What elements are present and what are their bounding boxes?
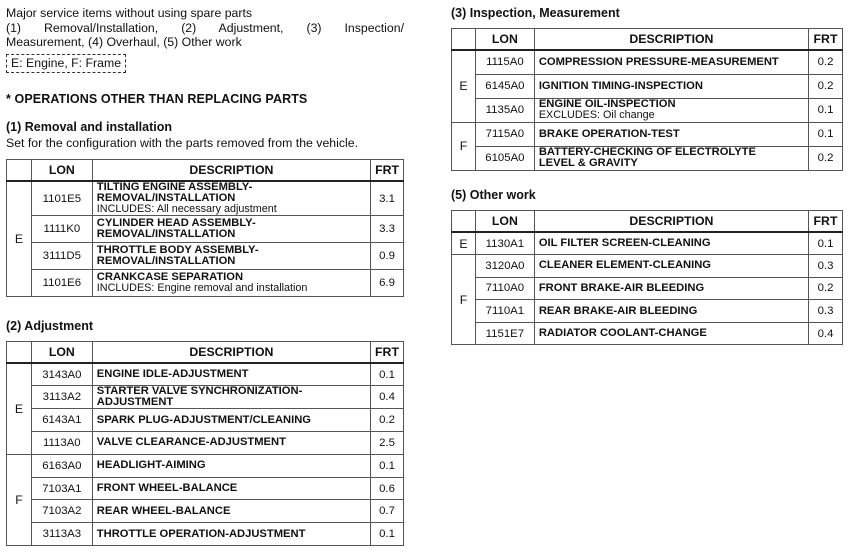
table-row bbox=[7, 363, 404, 386]
description-text: REMOVAL/INSTALLATION bbox=[96, 192, 236, 204]
description-header: DESCRIPTION bbox=[92, 160, 370, 182]
table-row bbox=[7, 523, 404, 546]
frt-cell: 0.9 bbox=[371, 243, 404, 270]
table-row bbox=[452, 300, 843, 323]
description-note: INCLUDES: All necessary adjustment bbox=[96, 203, 277, 215]
table-row bbox=[452, 277, 843, 300]
lon-header: LON bbox=[475, 29, 534, 51]
frt-cell: 6.9 bbox=[371, 270, 404, 297]
table-row bbox=[452, 98, 843, 122]
frt-header: FRT bbox=[371, 342, 404, 364]
frt-cell: 3.1 bbox=[371, 181, 404, 216]
lon-cell: 1113A0 bbox=[31, 432, 92, 455]
frt-cell: 0.1 bbox=[809, 98, 843, 122]
removal-section-subtitle: Set for the configuration with the parts removed from the vehicle. bbox=[6, 136, 359, 150]
description-cell bbox=[92, 523, 370, 546]
table-header-row bbox=[7, 160, 404, 182]
lon-cell: 1101E6 bbox=[31, 270, 92, 297]
description-cell bbox=[92, 454, 370, 477]
description-text: BRAKE OPERATION-TEST bbox=[538, 127, 680, 140]
lon-cell: 3143A0 bbox=[31, 363, 92, 386]
operations-title: * OPERATIONS OTHER THAN REPLACING PARTS bbox=[6, 92, 308, 106]
description-cell bbox=[92, 409, 370, 432]
frt-cell: 0.2 bbox=[809, 146, 843, 170]
description-text: BATTERY-CHECKING OF ELECTROLYTE bbox=[538, 146, 756, 158]
frt-header: FRT bbox=[809, 211, 843, 233]
frt-header: FRT bbox=[371, 160, 404, 182]
table-row bbox=[452, 255, 843, 278]
description-text: SPARK PLUG-ADJUSTMENT/CLEANING bbox=[96, 413, 312, 426]
frt-cell: 0.6 bbox=[371, 477, 404, 500]
table-row bbox=[452, 146, 843, 170]
description-note: INCLUDES: Engine removal and installation bbox=[96, 282, 308, 294]
description-cell bbox=[92, 432, 370, 455]
description-text: FRONT BRAKE-AIR BLEEDING bbox=[538, 281, 705, 294]
description-cell bbox=[534, 300, 808, 323]
group-code-cell: F bbox=[452, 122, 476, 170]
group-code-cell: E bbox=[452, 50, 476, 122]
frt-cell: 0.7 bbox=[371, 500, 404, 523]
table-row bbox=[452, 322, 843, 345]
adjustment-section-title: (2) Adjustment bbox=[6, 319, 94, 333]
table-header-row bbox=[452, 211, 843, 233]
table-header-row bbox=[452, 29, 843, 51]
lon-cell: 1135A0 bbox=[475, 98, 534, 122]
lon-cell: 3113A3 bbox=[31, 523, 92, 546]
description-text: ADJUSTMENT bbox=[96, 396, 174, 409]
lon-cell: 7110A1 bbox=[475, 300, 534, 323]
frt-cell: 0.1 bbox=[371, 363, 404, 386]
table-row bbox=[7, 243, 404, 270]
inspection-section-title: (3) Inspection, Measurement bbox=[451, 6, 620, 20]
lon-cell: 7115A0 bbox=[475, 122, 534, 146]
description-text: ENGINE OIL-INSPECTION bbox=[538, 98, 676, 110]
intro-text bbox=[6, 6, 404, 50]
lon-cell: 1101E5 bbox=[31, 181, 92, 216]
table-row bbox=[452, 74, 843, 98]
description-cell bbox=[534, 74, 808, 98]
legend-box: E: Engine, F: Frame bbox=[6, 54, 126, 73]
frt-cell: 2.5 bbox=[371, 432, 404, 455]
description-text: ENGINE IDLE-ADJUSTMENT bbox=[96, 368, 249, 381]
lon-cell: 3113A2 bbox=[31, 386, 92, 409]
description-header: DESCRIPTION bbox=[534, 29, 808, 51]
description-text: COMPRESSION PRESSURE-MEASUREMENT bbox=[538, 55, 779, 68]
table-row bbox=[7, 454, 404, 477]
intro-line-1: Major service items without using spare parts bbox=[6, 6, 253, 20]
table-row bbox=[7, 270, 404, 297]
description-cell bbox=[92, 216, 370, 243]
frt-cell: 0.1 bbox=[809, 232, 843, 255]
description-text: FRONT WHEEL-BALANCE bbox=[96, 482, 238, 495]
intro-line-2: (1) Removal/Installation, (2) Adjustment, (3) Inspection/ bbox=[6, 20, 404, 35]
frt-cell: 0.1 bbox=[371, 523, 404, 546]
description-text: REAR BRAKE-AIR BLEEDING bbox=[538, 304, 698, 317]
corner-header-cell bbox=[7, 342, 32, 364]
lon-cell: 1115A0 bbox=[475, 50, 534, 74]
lon-header: LON bbox=[31, 342, 92, 364]
description-text: VALVE CLEARANCE-ADJUSTMENT bbox=[96, 436, 286, 449]
lon-cell: 6143A1 bbox=[31, 409, 92, 432]
frt-cell: 0.4 bbox=[809, 322, 843, 345]
lon-cell: 3111D5 bbox=[31, 243, 92, 270]
group-code-cell: F bbox=[7, 454, 32, 545]
frt-cell: 0.3 bbox=[809, 300, 843, 323]
table-row bbox=[452, 122, 843, 146]
description-text: HEADLIGHT-AIMING bbox=[96, 459, 206, 472]
frt-cell: 0.2 bbox=[809, 50, 843, 74]
description-text: REAR WHEEL-BALANCE bbox=[96, 504, 231, 517]
description-text: RADIATOR COOLANT-CHANGE bbox=[538, 327, 707, 340]
table-row bbox=[7, 386, 404, 409]
frt-cell: 0.2 bbox=[809, 74, 843, 98]
frt-cell: 0.4 bbox=[371, 386, 404, 409]
description-cell bbox=[92, 243, 370, 270]
table-row bbox=[7, 216, 404, 243]
frt-cell: 0.1 bbox=[371, 454, 404, 477]
table-row bbox=[452, 50, 843, 74]
description-cell bbox=[534, 322, 808, 345]
table-header-row bbox=[7, 342, 404, 364]
other-work-section-title: (5) Other work bbox=[451, 188, 536, 202]
corner-header-cell bbox=[7, 160, 32, 182]
inspection-table bbox=[451, 28, 843, 171]
description-cell bbox=[92, 270, 370, 297]
lon-cell: 6163A0 bbox=[31, 454, 92, 477]
description-text: THROTTLE OPERATION-ADJUSTMENT bbox=[96, 527, 306, 540]
description-cell bbox=[534, 232, 808, 255]
lon-header: LON bbox=[31, 160, 92, 182]
table-row bbox=[7, 181, 404, 216]
description-text: LEVEL & GRAVITY bbox=[538, 157, 638, 169]
group-code-cell: F bbox=[452, 255, 476, 345]
description-cell bbox=[534, 255, 808, 278]
description-text: THROTTLE BODY ASSEMBLY- bbox=[96, 244, 259, 256]
lon-cell: 7103A2 bbox=[31, 500, 92, 523]
table-row bbox=[452, 232, 843, 255]
description-cell bbox=[534, 98, 808, 122]
description-cell bbox=[92, 500, 370, 523]
lon-header: LON bbox=[475, 211, 534, 233]
lon-cell: 3120A0 bbox=[475, 255, 534, 278]
description-text: OIL FILTER SCREEN-CLEANING bbox=[538, 237, 711, 250]
description-cell bbox=[534, 50, 808, 74]
description-cell bbox=[534, 122, 808, 146]
group-code-cell: E bbox=[7, 181, 32, 297]
frt-cell: 0.2 bbox=[809, 277, 843, 300]
description-text: REMOVAL/INSTALLATION bbox=[96, 255, 236, 267]
lon-cell: 7103A1 bbox=[31, 477, 92, 500]
lon-cell: 7110A0 bbox=[475, 277, 534, 300]
corner-header-cell bbox=[452, 211, 476, 233]
description-cell bbox=[534, 277, 808, 300]
removal-section-title: (1) Removal and installation bbox=[6, 120, 173, 134]
group-code-cell: E bbox=[7, 363, 32, 454]
description-text: CRANKCASE SEPARATION bbox=[96, 271, 244, 283]
table-row bbox=[7, 500, 404, 523]
intro-line-3: Measurement, (4) Overhaul, (5) Other work bbox=[6, 35, 242, 49]
corner-header-cell bbox=[452, 29, 476, 51]
description-header: DESCRIPTION bbox=[534, 211, 808, 233]
frt-cell: 0.2 bbox=[371, 409, 404, 432]
description-text: CLEANER ELEMENT-CLEANING bbox=[538, 259, 711, 272]
description-cell bbox=[534, 146, 808, 170]
description-cell bbox=[92, 386, 370, 409]
lon-cell: 1130A1 bbox=[475, 232, 534, 255]
lon-cell: 6105A0 bbox=[475, 146, 534, 170]
table-row bbox=[7, 432, 404, 455]
description-text: CYLINDER HEAD ASSEMBLY- bbox=[96, 217, 256, 229]
description-cell bbox=[92, 363, 370, 386]
adjustment-table bbox=[6, 341, 404, 546]
description-header: DESCRIPTION bbox=[92, 342, 370, 364]
description-text: TILTING ENGINE ASSEMBLY- bbox=[96, 181, 253, 193]
table-row bbox=[7, 477, 404, 500]
removal-table bbox=[6, 159, 404, 297]
description-text: REMOVAL/INSTALLATION bbox=[96, 228, 236, 240]
lon-cell: 1151E7 bbox=[475, 322, 534, 345]
table-row bbox=[7, 409, 404, 432]
frt-cell: 3.3 bbox=[371, 216, 404, 243]
lon-cell: 1111K0 bbox=[31, 216, 92, 243]
frt-cell: 0.3 bbox=[809, 255, 843, 278]
description-cell bbox=[92, 181, 370, 216]
other-work-table bbox=[451, 210, 843, 345]
frt-cell: 0.1 bbox=[809, 122, 843, 146]
frt-header: FRT bbox=[809, 29, 843, 51]
group-code-cell: E bbox=[452, 232, 476, 255]
description-text: IGNITION TIMING-INSPECTION bbox=[538, 79, 703, 92]
description-note: EXCLUDES: Oil change bbox=[538, 109, 655, 121]
description-text: STARTER VALVE SYNCHRONIZATION- bbox=[96, 385, 303, 398]
description-cell bbox=[92, 477, 370, 500]
lon-cell: 6145A0 bbox=[475, 74, 534, 98]
